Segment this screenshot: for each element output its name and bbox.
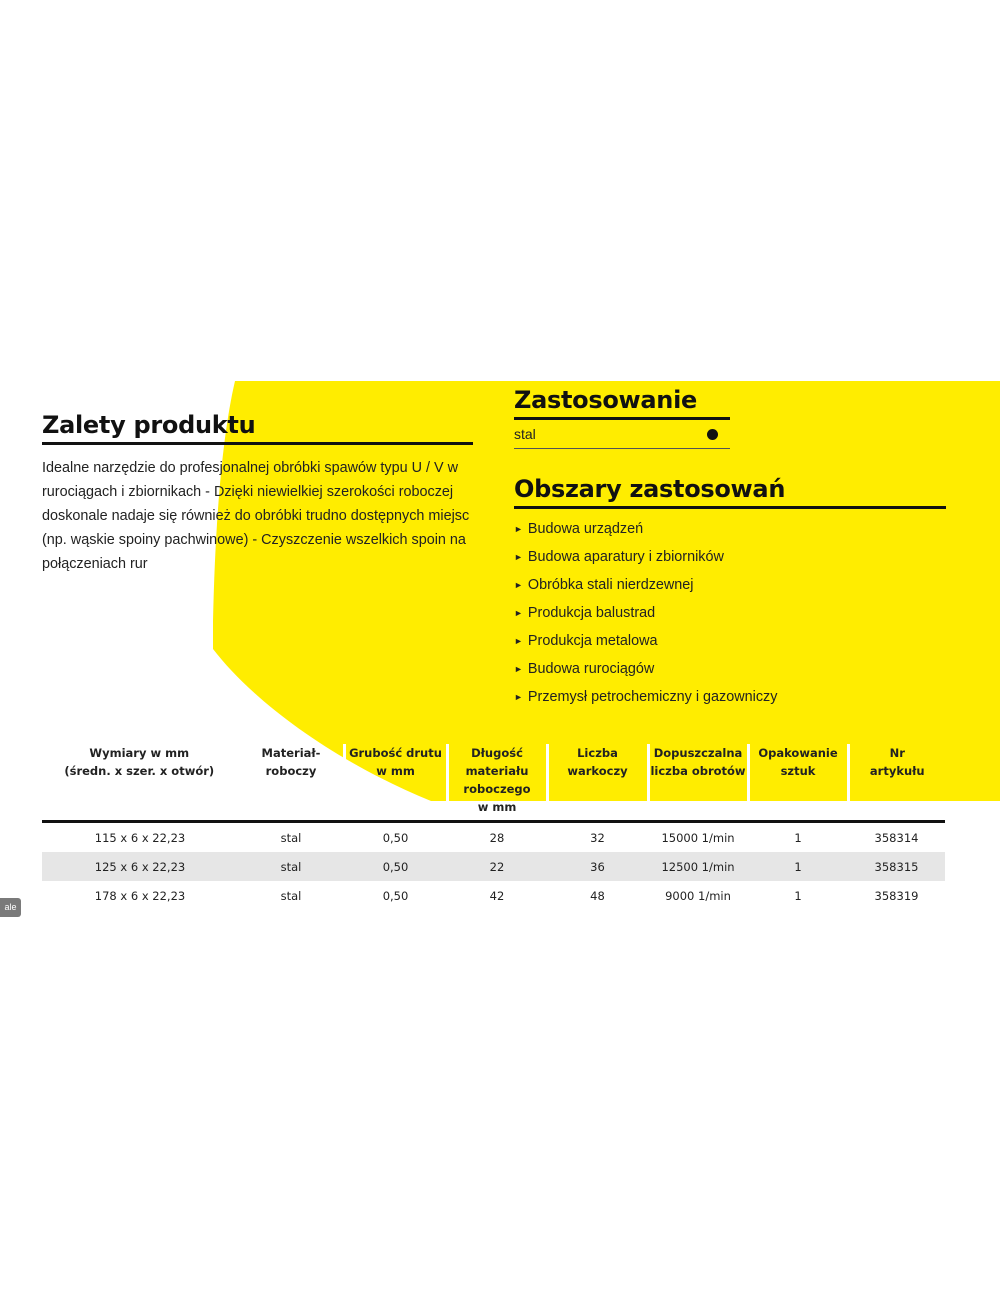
bullet-triangle-icon: ► (514, 608, 523, 618)
header-material: Materiał- roboczy (238, 744, 344, 822)
advantages-line: Idealne narzędzie do profesjonalnej obróbki spawów typu U / V w (42, 460, 458, 476)
areas-list-item: ► Przemysł petrochemiczny i gazowniczy (514, 683, 946, 711)
areas-list-item: ► Budowa aparatury i zbiorników (514, 543, 946, 571)
table-row (42, 881, 945, 910)
cell-knots: 36 (547, 852, 648, 881)
cell-trim-length: 28 (489, 830, 505, 845)
header-knots: Liczba warkoczy (547, 744, 648, 822)
header-wire-thickness: Grubość drutu w mm (344, 744, 447, 822)
cell-article-number: 358319 (874, 888, 919, 903)
areas-rule (514, 506, 946, 509)
specification-table (42, 744, 945, 910)
cell-trim-length: 42 (489, 888, 505, 903)
cell-package: 1 (794, 830, 802, 845)
bullet-triangle-icon: ► (514, 580, 523, 590)
table-row (42, 852, 945, 881)
bullet-triangle-icon: ► (514, 524, 523, 534)
cell-dimensions: 178 x 6 x 22,23 (94, 888, 186, 903)
table-row (42, 822, 945, 853)
table-header-row (42, 744, 945, 822)
cell-material: stal (280, 830, 302, 845)
areas-list-item: ► Obróbka stali nierdzewnej (514, 571, 946, 599)
cell-wire-thickness: 0,50 (344, 852, 447, 881)
areas-list (514, 515, 946, 711)
header-article-number: Nr artykułu (848, 744, 945, 822)
bullet-triangle-icon: ► (514, 552, 523, 562)
cell-max-rpm: 12500 1/min (648, 852, 748, 881)
bullet-triangle-icon: ► (514, 636, 523, 646)
application-areas-section (514, 472, 946, 711)
application-title: Zastosowanie (514, 386, 697, 414)
header-package: Opakowanie sztuk (748, 744, 848, 822)
cell-wire-thickness: 0,50 (382, 888, 409, 903)
product-advantages-section (42, 408, 473, 576)
advantages-line: połączeniach rur (42, 556, 148, 572)
cell-material: stal (280, 888, 302, 903)
cell-article-number: 358314 (874, 830, 919, 845)
side-tab[interactable]: ale (0, 898, 21, 917)
areas-list-item: ► Produkcja balustrad (514, 599, 946, 627)
bullet-triangle-icon: ► (514, 692, 523, 702)
cell-wire-thickness: 0,50 (382, 830, 409, 845)
advantages-line: (np. wąskie spoiny pachwinowe) - Czyszczenie wszelkich spoin na (42, 532, 466, 548)
bullet-triangle-icon: ► (514, 664, 523, 674)
cell-max-rpm: 15000 1/min (661, 830, 735, 845)
cell-package: 1 (748, 852, 848, 881)
header-trim-length: Długość materiału roboczego w mm (447, 744, 547, 822)
cell-knots: 32 (590, 830, 605, 845)
cell-article-number: 358315 (848, 852, 945, 881)
areas-title: Obszary zastosowań (514, 475, 786, 503)
header-max-rpm: Dopuszczalna liczba obrotów (648, 744, 748, 822)
areas-list-item: ► Produkcja metalowa (514, 627, 946, 655)
header-dimensions: Wymiary w mm (średn. x szer. x otwór) (42, 744, 238, 822)
cell-trim-length: 22 (447, 852, 547, 881)
application-thin-rule (514, 448, 730, 449)
advantages-line: doskonale nadaje się również do obróbki trudno dostępnych miejsc (42, 508, 470, 524)
application-row-steel (514, 420, 730, 448)
advantages-rule (42, 442, 473, 445)
suitability-dot-icon (707, 429, 718, 440)
cell-max-rpm: 9000 1/min (665, 888, 731, 903)
cell-dimensions: 125 x 6 x 22,23 (42, 852, 238, 881)
areas-list-item: ► Budowa urządzeń (514, 515, 946, 543)
cell-knots: 48 (590, 888, 605, 903)
application-material-label: stal (514, 426, 536, 442)
cell-package: 1 (794, 888, 802, 903)
cell-dimensions: 115 x 6 x 22,23 (94, 830, 186, 845)
advantages-text (42, 456, 473, 576)
cell-material: stal (238, 852, 344, 881)
advantages-line: rurociągach i zbiornikach - Dzięki niewielkiej szerokości roboczej (42, 484, 454, 500)
areas-list-item: ► Budowa rurociągów (514, 655, 946, 683)
advantages-title: Zalety produktu (42, 411, 256, 439)
application-section (514, 383, 730, 449)
